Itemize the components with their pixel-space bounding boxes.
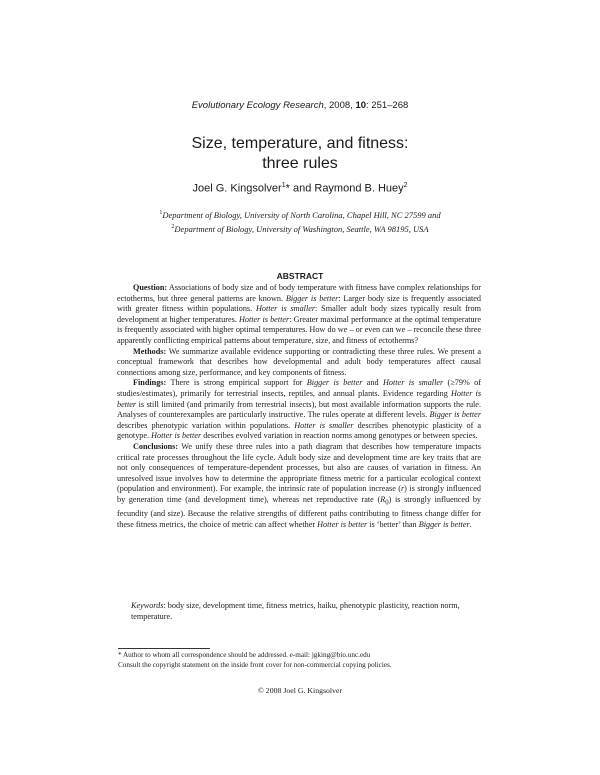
conclusions-text-1: We unify these three rules into a path diagram that describes how temperature impacts critical rate processes throughout the life cycle. Adult body size and development time are key traits that are not only consequences of temperature-dependent processes, but also are causes of variation in fitness. An unresolved issue involves how to determine the appropriate fitness metric for a particular ecological context (population and environment). For example, the intrinsic rate of population increase ( xyxy=(117,441,481,494)
rule-hotter-is-smaller: Hotter is smaller xyxy=(255,304,316,314)
rule-hotter-is-smaller: Hotter is smaller xyxy=(294,420,354,430)
correspondence-footnote: * Author to whom all correspondence should be addressed. e-mail: jgking@bio.unc.edu xyxy=(118,651,371,659)
copyright-line: © 2008 Joel G. Kingsolver xyxy=(257,686,343,695)
conclusions-text-2: ) is strongly influenced by generation time (and development time), whereas net reproductive rate ( xyxy=(117,484,482,504)
rule-bigger-is-better: Bigger is better xyxy=(418,519,470,529)
methods-label: Methods: xyxy=(133,346,167,356)
title-line-1: Size, temperature, and fitness: xyxy=(191,135,409,152)
journal-volume: 10 xyxy=(355,100,367,111)
journal-year: 2008, xyxy=(329,100,353,111)
question-label: Question: xyxy=(133,283,168,292)
author-2: Raymond B. Huey xyxy=(314,182,404,195)
abstract-body xyxy=(117,283,481,530)
author-list xyxy=(0,182,600,195)
findings-label: Findings: xyxy=(133,378,167,388)
methods-text: We summarize available evidence supporting or contradicting these three rules. We present a conceptual framework that describes how developmental and adult body temperatures affect causal connections among size, performance, and key components of fitness. xyxy=(117,346,481,377)
affiliations xyxy=(0,207,600,235)
abstract-conclusions xyxy=(117,442,481,530)
question-text-4: : Greater maximal performance at the optimal temperature is frequently associated with higher optimal temperatures. How do we – or even can we – reconcile these three apparently conflicting empirical patterns about temperature, size, and fitness of ectotherms? xyxy=(117,314,481,345)
footnote-divider xyxy=(118,648,210,649)
rule-hotter-is-better: Hotter is better xyxy=(151,431,202,441)
rule-hotter-is-better: Hotter is better xyxy=(238,314,290,324)
conclusions-text-5: . xyxy=(469,519,472,529)
affiliation-2-mark: 2 xyxy=(171,223,175,230)
findings-text-2: and xyxy=(362,378,383,388)
affiliation-1 xyxy=(0,207,600,221)
paper-title xyxy=(0,134,600,174)
rule-hotter-is-better: Hotter is better xyxy=(317,519,368,529)
affiliation-1-text: Department of Biology, University of North Carolina, Chapel Hill, NC 27599 and xyxy=(162,209,441,220)
symbol-R0-subscript: 0 xyxy=(385,499,389,507)
rule-hotter-is-better: Hotter is better xyxy=(117,388,482,409)
keywords xyxy=(131,600,471,622)
copyright-policy-footnote: Consult the copyright statement on the inside front cover for non-commercial copying policies. xyxy=(118,660,392,669)
title-line-2: three rules xyxy=(262,155,338,172)
findings-text-7: describes evolved variation in reaction norms among genotypes or between species. xyxy=(201,431,478,441)
keywords-label: Keywords xyxy=(131,601,164,610)
abstract-findings xyxy=(117,378,481,442)
keywords-text: : body size, development time, fitness metrics, haiku, phenotypic plasticity, reaction norm, temperature. xyxy=(131,601,460,621)
symbol-R0: R xyxy=(380,494,386,504)
journal-name: Evolutionary Ecology Research xyxy=(191,100,324,111)
symbol-r: r xyxy=(400,484,405,494)
findings-text-1: There is strong empirical support for xyxy=(166,378,307,388)
conclusions-label: Conclusions: xyxy=(133,441,179,451)
rule-bigger-is-better: Bigger is better xyxy=(429,410,482,420)
question-text-1: Associations of body size and of body temperature with fitness have complex relationships for ectotherms, but three general patterns are known. xyxy=(117,283,481,303)
author-1-affil-mark: 1 xyxy=(281,182,286,189)
author-2-affil-mark: 2 xyxy=(403,182,408,189)
conclusions-text-4: is ‘better’ than xyxy=(367,519,419,529)
rule-bigger-is-better: Bigger is better xyxy=(306,378,363,388)
journal-citation: Evolutionary Ecology Research, 2008, 10: 251–268 xyxy=(191,100,409,111)
findings-text-5: describes phenotypic variation within populations. xyxy=(117,420,295,430)
author-conjunction: and xyxy=(289,182,315,195)
abstract-heading: ABSTRACT xyxy=(276,271,324,281)
rule-hotter-is-smaller: Hotter is smaller xyxy=(383,378,444,388)
journal-pages: : 251–268 xyxy=(366,100,409,111)
question-text-3: : Smaller adult body sizes typically result from development at higher temperatures. xyxy=(117,304,481,324)
affiliation-2 xyxy=(0,221,600,235)
abstract-methods xyxy=(117,347,481,379)
rule-bigger-is-better: Bigger is better xyxy=(285,293,339,303)
corresponding-star: * xyxy=(285,182,290,195)
findings-text-4: is still limited (and primarily from terrestrial insects), but most available information supports the rule. Analyses of counterexamples are particularly instructive. The rules operate at different levels. xyxy=(117,399,481,420)
question-text-2: : Larger body size is frequently associated with greater fitness within populations. xyxy=(117,293,481,314)
findings-text-3: (≥79% of studies/estimates), primarily for terrestrial insects, reptiles, and annual plants. Evidence regarding xyxy=(117,378,481,398)
footnotes xyxy=(118,651,498,670)
findings-text-6: describes phenotypic plasticity of a genotype. xyxy=(117,420,481,441)
conclusions-text-3: ) is strongly influenced by fecundity (and size). Because the relative strengths of different paths contributing to fitness change differ for these fitness metrics, the choice of metric can affect whether xyxy=(117,494,482,529)
abstract-question xyxy=(117,283,481,347)
affiliation-1-mark: 1 xyxy=(159,210,163,216)
author-1: Joel G. Kingsolver xyxy=(192,182,282,195)
affiliation-2-text: Department of Biology, University of Washington, Seattle, WA 98195, USA xyxy=(174,223,429,234)
